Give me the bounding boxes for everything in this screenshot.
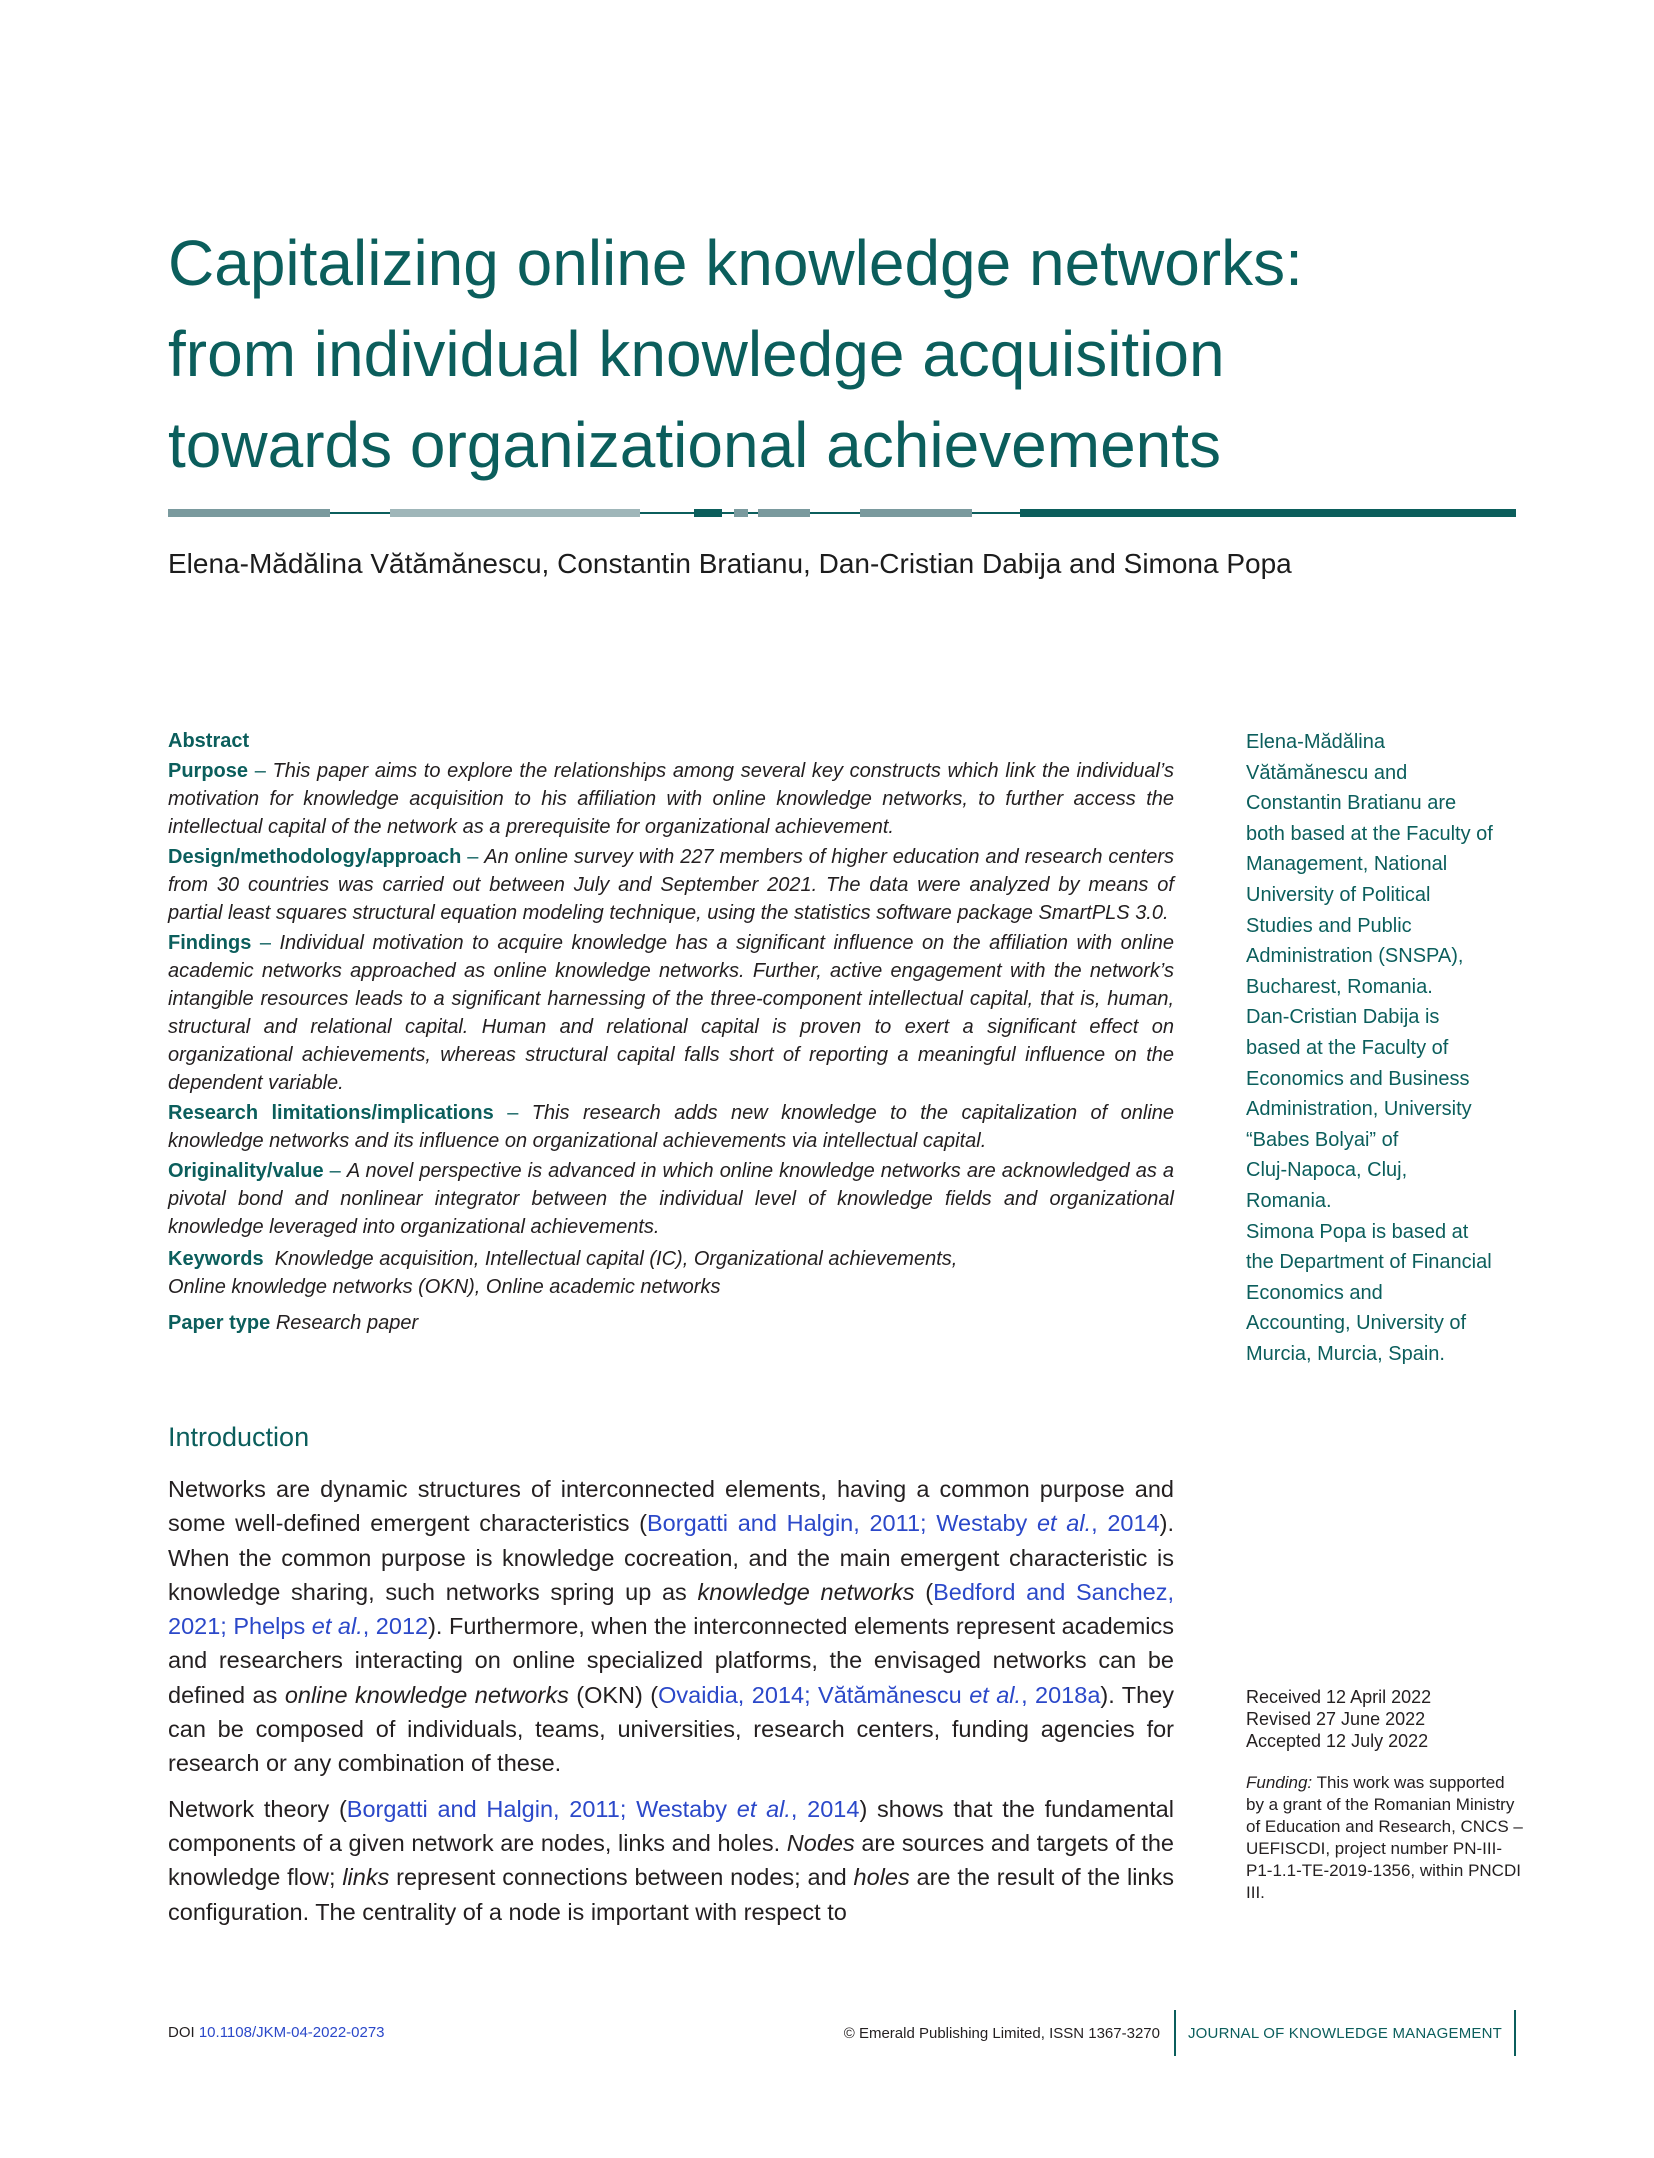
citation-link[interactable]: Borgatti and Halgin, 2011 [647,1510,921,1537]
dash: – [507,1102,519,1124]
abstract-section [168,727,1174,1337]
affiliation-line: based at the Faculty of [1246,1036,1449,1059]
abstract-limitations [168,1099,1174,1155]
page-footer [168,2018,1516,2048]
affiliation-line: Accounting, University of [1246,1312,1467,1335]
keywords-line: Online knowledge networks (OKN), Online academic networks [168,1276,721,1298]
dash: – [467,846,479,868]
introduction-heading: Introduction [168,1422,310,1452]
dash: – [329,1160,341,1182]
affiliation-line: Administration (SNSPA), [1246,945,1464,968]
affiliation-line: Economics and Business [1246,1067,1470,1090]
citation-link[interactable]: Westaby et al., 2014 [936,1510,1160,1537]
title-line: Capitalizing online knowledge networks: [168,227,1303,299]
paper-type-label: Paper type [168,1312,271,1334]
affiliation-line: Administration, University [1246,1098,1472,1121]
affiliation-line: Economics and [1246,1281,1383,1304]
affiliation-line: Vătămănescu and [1246,761,1408,784]
abstract-findings [168,929,1174,1097]
footer-right [844,2018,1516,2048]
article-dates [1246,1686,1526,1752]
affiliation-line: Constantin Bratianu are [1246,792,1457,815]
title-line: from individual knowledge acquisition [168,318,1225,390]
section-label: Research limitations/implications [168,1102,494,1124]
section-text: An online survey with 227 members of higher education and research centers from 30 countries was carried out between July and September 2021. The data were analyzed by means of partial least squares structural equation modeling technique, using the statistics software package SmartPLS 3.0. [168,846,1175,924]
affiliation-line: “Babes Bolyai” of [1246,1128,1399,1151]
funding-label: Funding: [1246,1773,1313,1792]
funding-note [1246,1772,1526,1904]
citation-link[interactable]: Borgatti and Halgin, 2011 [346,1795,620,1822]
footer-publisher: © Emerald Publishing Limited, ISSN 1367-3270 [843,2024,1160,2042]
section-text: Individual motivation to acquire knowledge has a significant influence on the affiliation with online academic networks approached as online knowledge networks. Further, active engagement with the network’s intangible resources leads to a significant harnessing of the three-component intellectual capital, that is, human, structural and relational capital. Human and relational capital is proven to exert a significant effect on organizational achievements, whereas structural capital falls short of reporting a meaningful influence on the dependent variable. [168,932,1174,1094]
keywords [168,1245,1174,1301]
doi-link[interactable]: 10.1108/JKM-04-2022-0273 [198,2024,385,2041]
affiliation-line: the Department of Financial [1246,1251,1492,1274]
author-list: Elena-Mădălina Vătămănescu, Constantin Bratianu, Dan-Cristian Dabija and Simona Popa [168,548,1292,579]
citation-link[interactable]: Vătămănescu et al., 2018a [818,1681,1101,1708]
affiliation-line: Management, National [1246,853,1448,876]
accepted-date: Accepted 12 July 2022 [1246,1731,1429,1751]
section-label: Findings [168,932,252,954]
title-line: towards organizational achievements [168,409,1222,481]
dash: – [259,932,271,954]
abstract-design [168,843,1174,927]
affiliation-line: Simona Popa is based at [1246,1220,1469,1243]
abstract-purpose [168,757,1174,841]
keywords-line: Knowledge acquisition, Intellectual capital (IC), Organizational achievements, [274,1248,958,1270]
author-affiliations [1246,727,1526,1369]
dash: – [254,760,266,782]
section-label: Purpose [168,760,249,782]
footer-journal-name: JOURNAL OF KNOWLEDGE MANAGEMENT [1187,2024,1502,2042]
citation-link[interactable]: Ovaidia, 2014 [658,1681,805,1708]
affiliation-line: Bucharest, Romania. [1246,975,1433,998]
paper-type [168,1309,1174,1337]
introduction-paragraph: Network theory (Borgatti and Halgin, 2011; Westaby et al., 2014) shows that the fundamental components of a given network are nodes, links and holes. Nodes are sources and targets of the knowledge flow; links represent connections between nodes; and holes are the result of the links configuration. The centrality of a node is important with respect to [168,1795,1174,1925]
introduction-body [168,1472,1174,1940]
section-label: Design/methodology/approach [168,846,462,868]
paper-type-value: Research paper [275,1312,419,1334]
affiliation-line: Elena-Mădălina [1246,731,1385,753]
citation-link[interactable]: Phelps et al., 2012 [233,1613,429,1640]
revised-date: Revised 27 June 2022 [1246,1709,1426,1729]
footer-doi: DOI 10.1108/JKM-04-2022-0273 [168,2024,385,2041]
received-date: Received 12 April 2022 [1246,1687,1432,1707]
affiliation-line: Romania. [1246,1189,1332,1212]
footer-divider [1174,2010,1176,2056]
funding-text: This work was supported by a grant of the Romanian Ministry of Education and Research, CNCS – UEFISCDI, project number PN-III-P1-1.1-TE-2019-1356, within PNCDI III. [1246,1773,1523,1902]
affiliation-line: Studies and Public [1246,914,1412,937]
article-title [168,218,1508,491]
section-text: A novel perspective is advanced in which online knowledge networks are acknowledged as a pivotal bond and nonlinear integrator between the individual level of knowledge fields and organizational knowledge leveraged into organizational achievements. [168,1160,1174,1238]
affiliation-line: Cluj-Napoca, Cluj, [1246,1159,1408,1182]
title-divider-rule [168,506,1516,520]
affiliation-line: Dan-Cristian Dabija is [1246,1006,1440,1029]
section-label: Originality/value [168,1160,324,1182]
citation-link[interactable]: Bedford and Sanchez, 2021 [168,1578,1174,1640]
citation-link[interactable]: Westaby et al., 2014 [636,1795,860,1822]
affiliation-line: both based at the Faculty of [1246,822,1493,845]
abstract-heading: Abstract [168,730,250,752]
affiliation-line: Murcia, Murcia, Spain. [1246,1342,1445,1365]
keywords-label: Keywords [168,1248,264,1270]
introduction-paragraph: Networks are dynamic structures of interconnected elements, having a common purpose and some well-defined emergent characteristics (Borgatti and Halgin, 2011; Westaby et al., 2014). When the common purpose is knowledge cocreation, and the main emergent characteristic is knowledge sharing, such networks spring up as knowledge networks (Bedford and Sanchez, 2021; Phelps et al., 2012). Furthermore, when the interconnected elements represent academics and researchers interacting on online specialized platforms, the envisaged networks can be defined as online knowledge networks (OKN) (Ovaidia, 2014; Vătămănescu et al., 2018a). They can be composed of individuals, teams, universities, research centers, funding agencies for research or any combination of these. [168,1476,1175,1777]
affiliation-line: University of Political [1246,883,1431,906]
section-text: This paper aims to explore the relationships among several key constructs which link the individual’s motivation for knowledge acquisition to his affiliation with online knowledge networks, to further access the intellectual capital of the network as a prerequisite for organizational achievement. [168,760,1174,838]
abstract-originality [168,1157,1174,1241]
section-text: This research adds new knowledge to the capitalization of online knowledge networks and its influence on organizational achievements via intellectual capital. [168,1102,1175,1152]
footer-divider [1514,2010,1516,2056]
